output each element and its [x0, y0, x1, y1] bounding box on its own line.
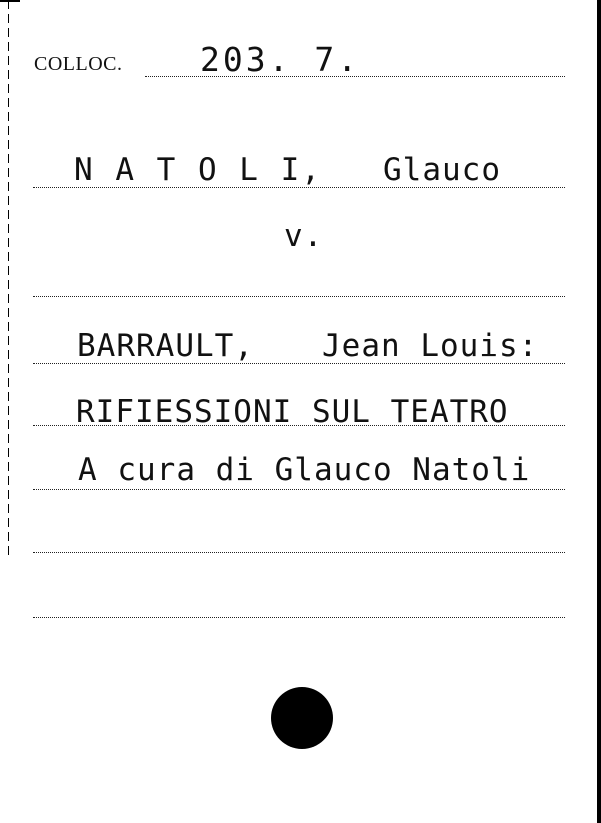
card-top-edge — [0, 0, 601, 2]
work-title-rule — [33, 425, 565, 426]
card-left-edge — [8, 0, 9, 560]
punch-hole — [271, 687, 333, 749]
work-author: BARRAULT, — [77, 328, 254, 364]
author-rule — [33, 187, 565, 188]
colloc-label: COLLOC. — [34, 53, 123, 75]
blank-rule-2 — [33, 552, 565, 553]
author-surname: N A T O L I, — [74, 152, 322, 188]
work-author-given: Jean Louis: — [322, 328, 539, 364]
work-author-rule — [33, 363, 565, 364]
blank-rule-1 — [33, 296, 565, 297]
blank-rule-3 — [33, 617, 565, 618]
work-title: RIFIESSIONI SUL TEATRO — [76, 394, 509, 430]
card-right-edge — [597, 0, 601, 823]
colloc-rule — [145, 76, 565, 77]
see-reference: v. — [284, 218, 324, 254]
author-given: Glauco — [383, 152, 501, 188]
work-editor-rule — [33, 489, 565, 490]
colloc-number: 203. 7. — [200, 40, 361, 79]
work-editor: A cura di Glauco Natoli — [78, 452, 531, 488]
